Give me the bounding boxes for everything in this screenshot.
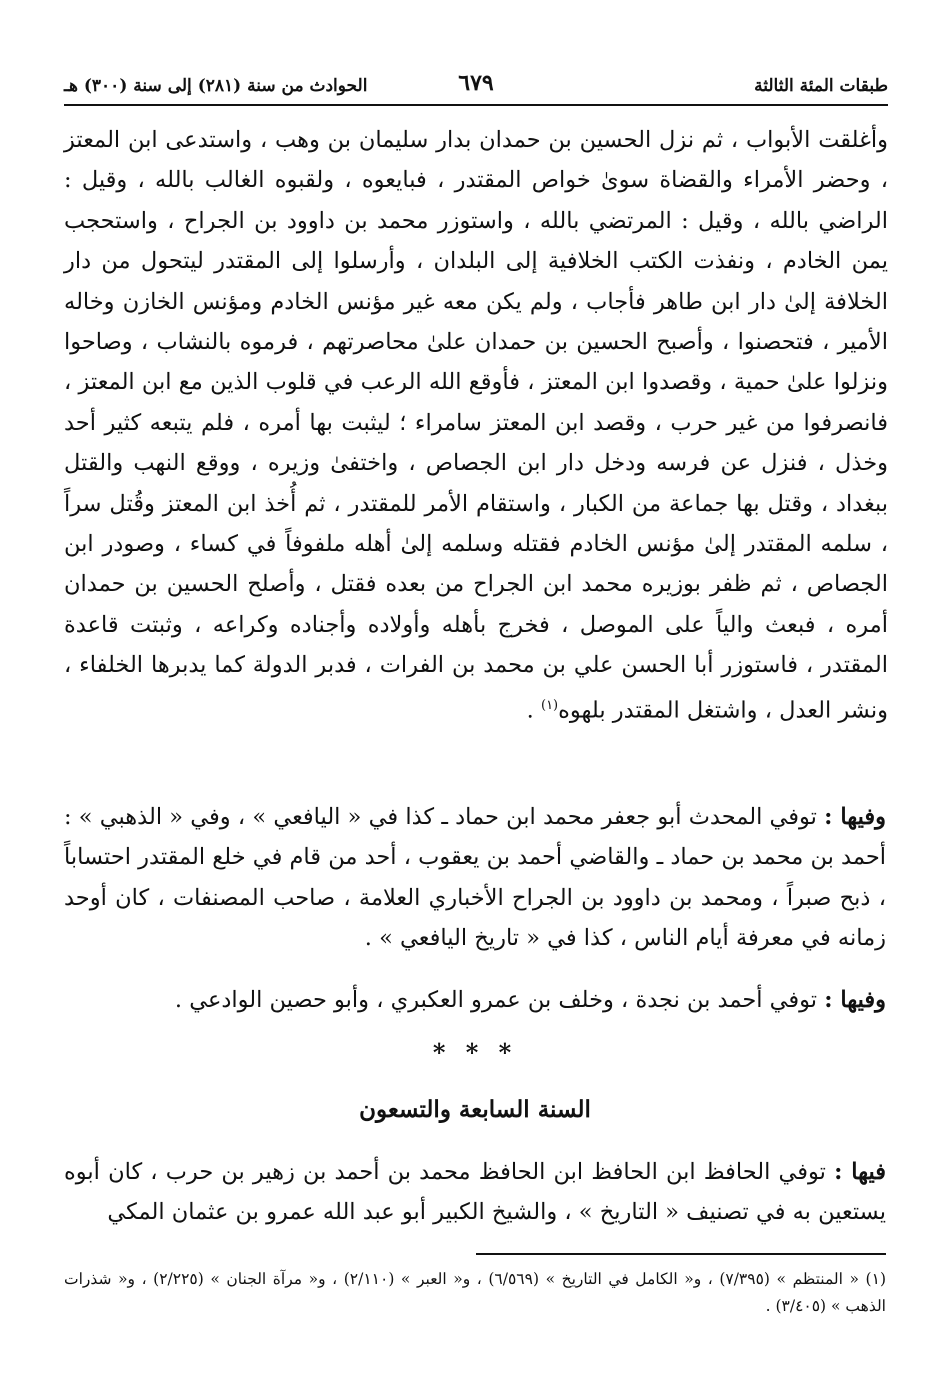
paragraph-year-297 <box>64 1152 886 1233</box>
page-number: ٦٧٩ <box>458 70 494 96</box>
main-text: وأغلقت الأبواب ، ثم نزل الحسين بن حمدان بدار سليمان بن وهب ، واستدعى ابن المعتز ، وحضر الأمراء والقضاة سوىٰ خواص المقتدر ، فبايعوه ، ولقبوه الغالب بالله ، وقيل : الراضي بالله ، وقيل : المرتضي بالله ، واستوزر محمد بن داوود بن الجراح ، واستحجب يمن الخادم ، ونفذت الكتب الخلافية إلى البلدان ، وأرسلوا إلى المقتدر ليتحول من دار الخلافة إلىٰ دار ابن طاهر فأجاب ، ولم يكن معه غير مؤنس الخادم ومؤنس الخازن وخاله الأمير ، فتحصنوا ، وأصبح الحسين بن حمدان علىٰ محاصرتهم ، فرموه بالنشاب ، وصاحوا ونزلوا علىٰ حمية ، وقصدوا ابن المعتز ، فأوقع الله الرعب في قلوب الذين مع ابن المعتز ، فانصرفوا من غير حرب ، وقصد ابن المعتز سامراء ؛ ليثبت بها أمره ، فلم يتبعه كثير أحد وخذل ، فنزل عن فرسه ودخل دار ابن الجصاص ، واختفىٰ وزيره ، ووقع النهب والقتل ببغداد ، وقتل بها جماعة من الكبار ، واستقام الأمر للمقتدر ، ثم أُخذ ابن المعتز وقُتل سراً ، سلمه المقتدر إلىٰ مؤنس الخادم فقتله وسلمه إلىٰ أهله ملفوفاً في كساء ، وصودر ابن الجصاص ، ثم ظفر بوزيره محمد ابن الجراح من بعده فقتل ، وأصلح الحسين بن حمدان أمره ، فبعث والياً على الموصل ، فخرج بأهله وأولاده وأجناده وكراعه ، وثبتت قاعدة المقتدر ، فاستوزر أبا الحسن علي بن محمد بن الفرات ، فدبر الدولة كما يدبرها الخلفاء ، ونشر العدل ، واشتغل المقتدر بلهوه <box>64 127 888 724</box>
page-header <box>64 68 888 102</box>
book-title: طبقات المئة الثالثة <box>754 76 888 96</box>
paragraph-deaths-1 <box>64 797 886 959</box>
header-rule <box>64 104 888 106</box>
paragraph-lead: وفيها : <box>824 804 886 830</box>
section-separator: * * * <box>432 1038 518 1067</box>
paragraph-lead: فيها : <box>834 1159 886 1185</box>
section-heading: السنة السابعة والتسعون <box>359 1096 591 1123</box>
running-title: الحوادث من سنة (٢٨١) إلى سنة (٣٠٠) هـ <box>64 76 368 96</box>
paragraph-lead: وفيها : <box>824 987 886 1013</box>
paragraph-text: توفي الحافظ ابن الحافظ ابن الحافظ محمد بن أحمد بن زهير بن حرب ، كان أبوه يستعين به في تصنيف « التاريخ » ، والشيخ الكبير أبو عبد الله عمرو بن عثمان المكي <box>64 1159 886 1226</box>
paragraph-text: توفي المحدث أبو جعفر محمد ابن حماد ـ كذا في « اليافعي » ، وفي « الذهبي » : أحمد بن محمد بن حماد ـ والقاضي أحمد بن يعقوب ، أحد من قام في خلع المقتدر احتساباً ، ذبح صبراً ، ومحمد بن داوود بن الجراح الأخباري العلامة ، صاحب المصنفات ، كان أوحد زمانه في معرفة أيام الناس ، كذا في « تاريخ اليافعي » . <box>64 804 886 952</box>
footnote-rule <box>476 1253 886 1255</box>
main-paragraph <box>64 120 888 731</box>
paragraph-text: توفي أحمد بن نجدة ، وخلف بن عمرو العكبري ، وأبو حصين الوادعي . <box>174 987 825 1013</box>
main-text-end: . <box>526 697 541 724</box>
footnote-text: (١) « المنتظم » (٧/٣٩٥) ، و« الكامل في التاريخ » (٦/٥٦٩) ، و« العبر » (٢/١١٠) ، و« مرآة الجنان » (٢/٢٢٥) ، و« شذرات الذهب » (٣/٤٠٥) . <box>64 1270 886 1315</box>
paragraph-deaths-2 <box>64 980 886 1020</box>
footnote-ref[interactable]: (١) <box>540 697 559 713</box>
